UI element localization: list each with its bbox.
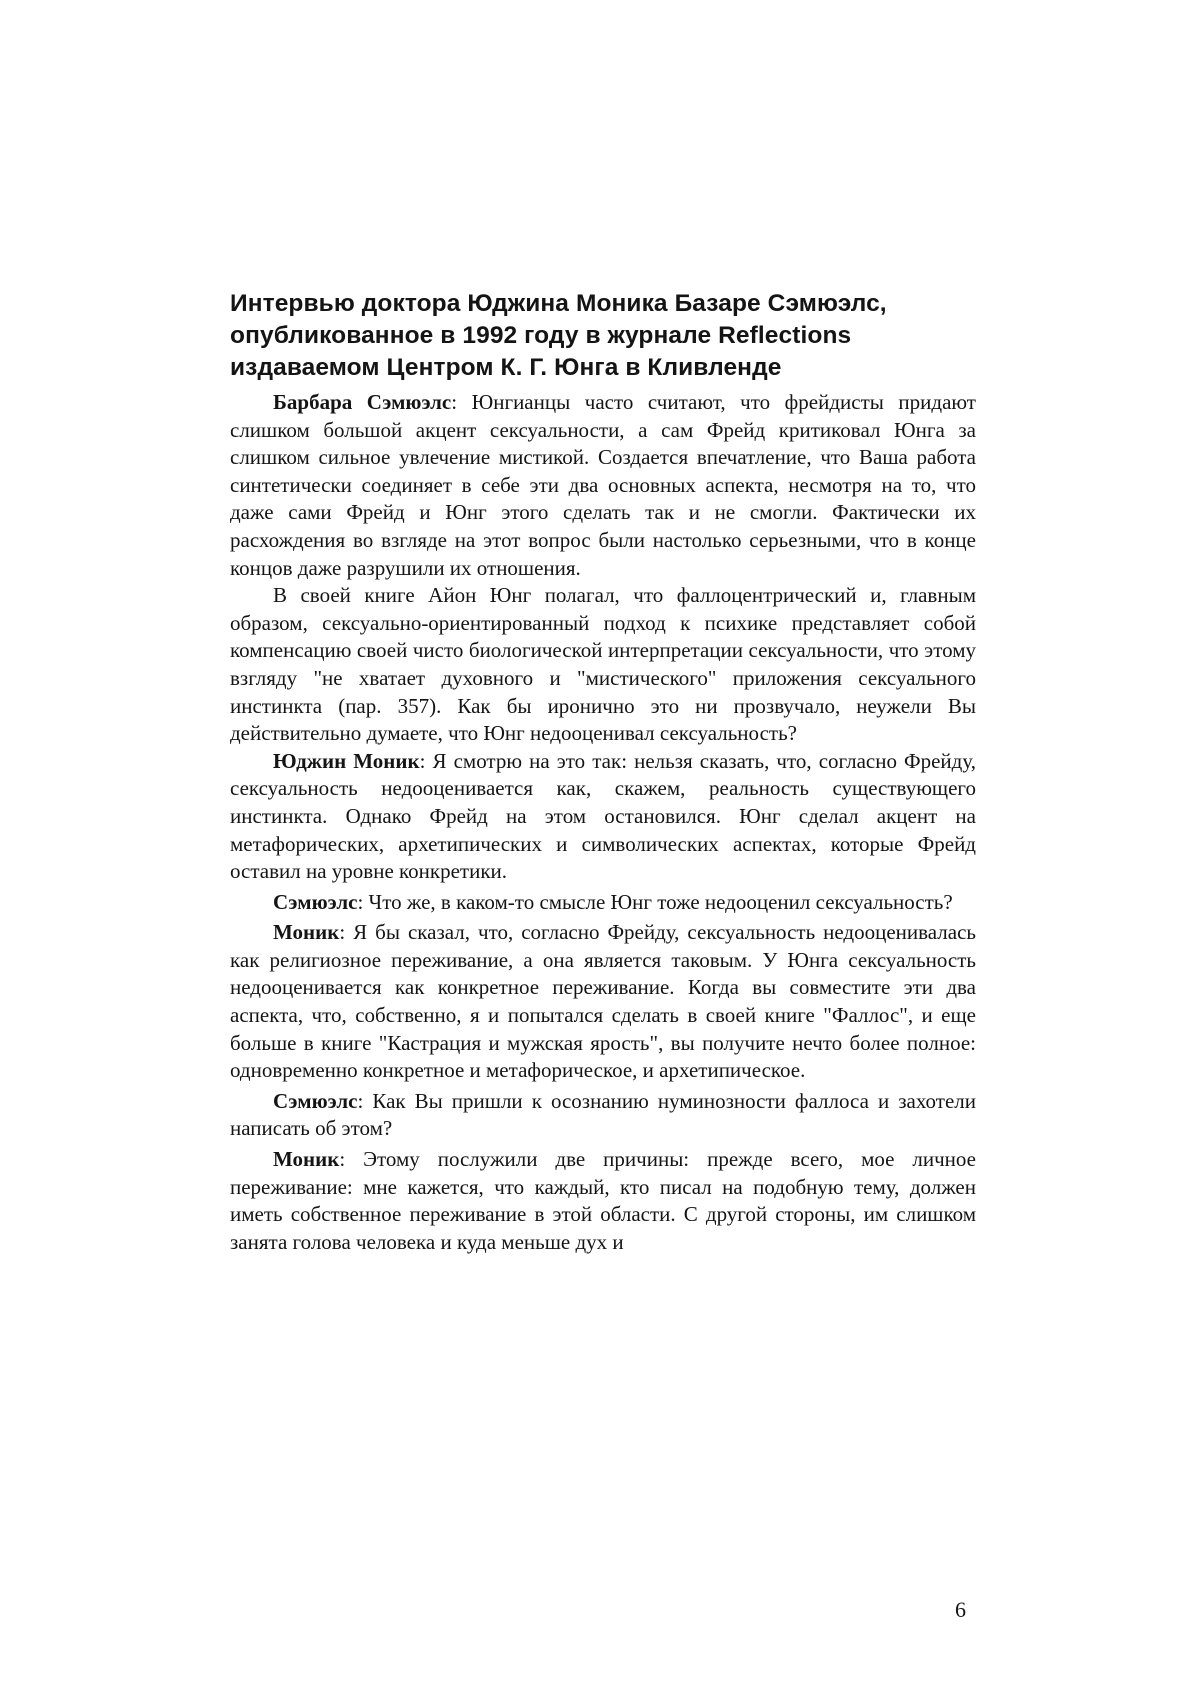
paragraph-2 [230, 582, 976, 748]
paragraph-4 [230, 889, 976, 917]
speaker-name: Юджин Моник [273, 749, 420, 773]
paragraph-text: : Как Вы пришли к осознанию нуминозности фаллоса и захотели написать об этом? [230, 1089, 976, 1141]
paragraph-1 [230, 389, 976, 582]
paragraph-text: : Этому послужили две причины: прежде всего, мое личное переживание: мне кажется, что каждый, кто писал на подобную тему, должен иметь собственное переживание в этой области. С другой стороны, им слишком занята голова человека и куда меньше дух и [230, 1147, 976, 1254]
speaker-name: Сэмюэлс [273, 1089, 357, 1113]
paragraph-text: : Что же, в каком-то смысле Юнг тоже недооценил сексуальность? [357, 890, 952, 914]
title-line-1: Интервью доктора Юджина Моника Базаре Сэмюэлс, [230, 288, 976, 320]
speaker-name: Моник [273, 920, 339, 944]
document-page [0, 0, 1200, 1698]
paragraph-7 [230, 1146, 976, 1256]
speaker-name: Сэмюэлс [273, 890, 357, 914]
article-body [230, 288, 976, 1256]
article-title [230, 288, 976, 384]
page-number: 6 [955, 1597, 966, 1623]
paragraph-text: : Юнгианцы часто считают, что фрейдисты придают слишком большой акцент сексуальности, а сам Фрейд критиковал Юнга за слишком сильное увлечение мистикой. Создается впечатление, что Ваша работа синтетически соединяет в себе эти два основных аспекта, несмотря на то, что даже сами Фрейд и Юнг этого сделать так и не смогли. Фактически их расхождения во взгляде на этот вопрос были настолько серьезными, что в конце концов даже разрушили их отношения. [230, 390, 976, 580]
paragraph-3 [230, 748, 976, 886]
paragraph-text: : Я бы сказал, что, согласно Фрейду, сексуальность недооценивалась как религиозное переживание, а она является таковым. У Юнга сексуальность недооценивается как конкретное переживание. Когда вы совместите эти два аспекта, что, собственно, я и попытался сделать в своей книге "Фаллос", и еще больше в книге "Кастрация и мужская ярость", вы получите нечто более полное: одновременно конкретное и метафорическое, и архетипическое. [230, 920, 976, 1082]
speaker-name: Барбара Сэмюэлс [273, 390, 451, 414]
speaker-name: Моник [273, 1147, 339, 1171]
title-line-3: издаваемом Центром К. Г. Юнга в Кливленде [230, 352, 976, 384]
paragraph-6 [230, 1088, 976, 1143]
paragraph-text: В своей книге Айон Юнг полагал, что фаллоцентрический и, главным образом, сексуально-ориентированный подход к психике представляет собой компенсацию своей чисто биологической интерпретации сексуальности, что этому взгляду "не хватает духовного и "мистического" приложения сексуального инстинкта (пар. 357). Как бы иронично это ни прозвучало, неужели Вы действительно думаете, что Юнг недооценивал сексуальность? [230, 583, 976, 745]
title-line-2: опубликованное в 1992 году в журнале Reflections [230, 320, 976, 352]
paragraph-5 [230, 919, 976, 1085]
paragraph-text: : Я смотрю на это так: нельзя сказать, что, согласно Фрейду, сексуальность недооценивается как, скажем, реальность существующего инстинкта. Однако Фрейд на этом остановился. Юнг сделал акцент на метафорических, архетипических и символических аспектах, которые Фрейд оставил на уровне конкретики. [230, 749, 976, 883]
